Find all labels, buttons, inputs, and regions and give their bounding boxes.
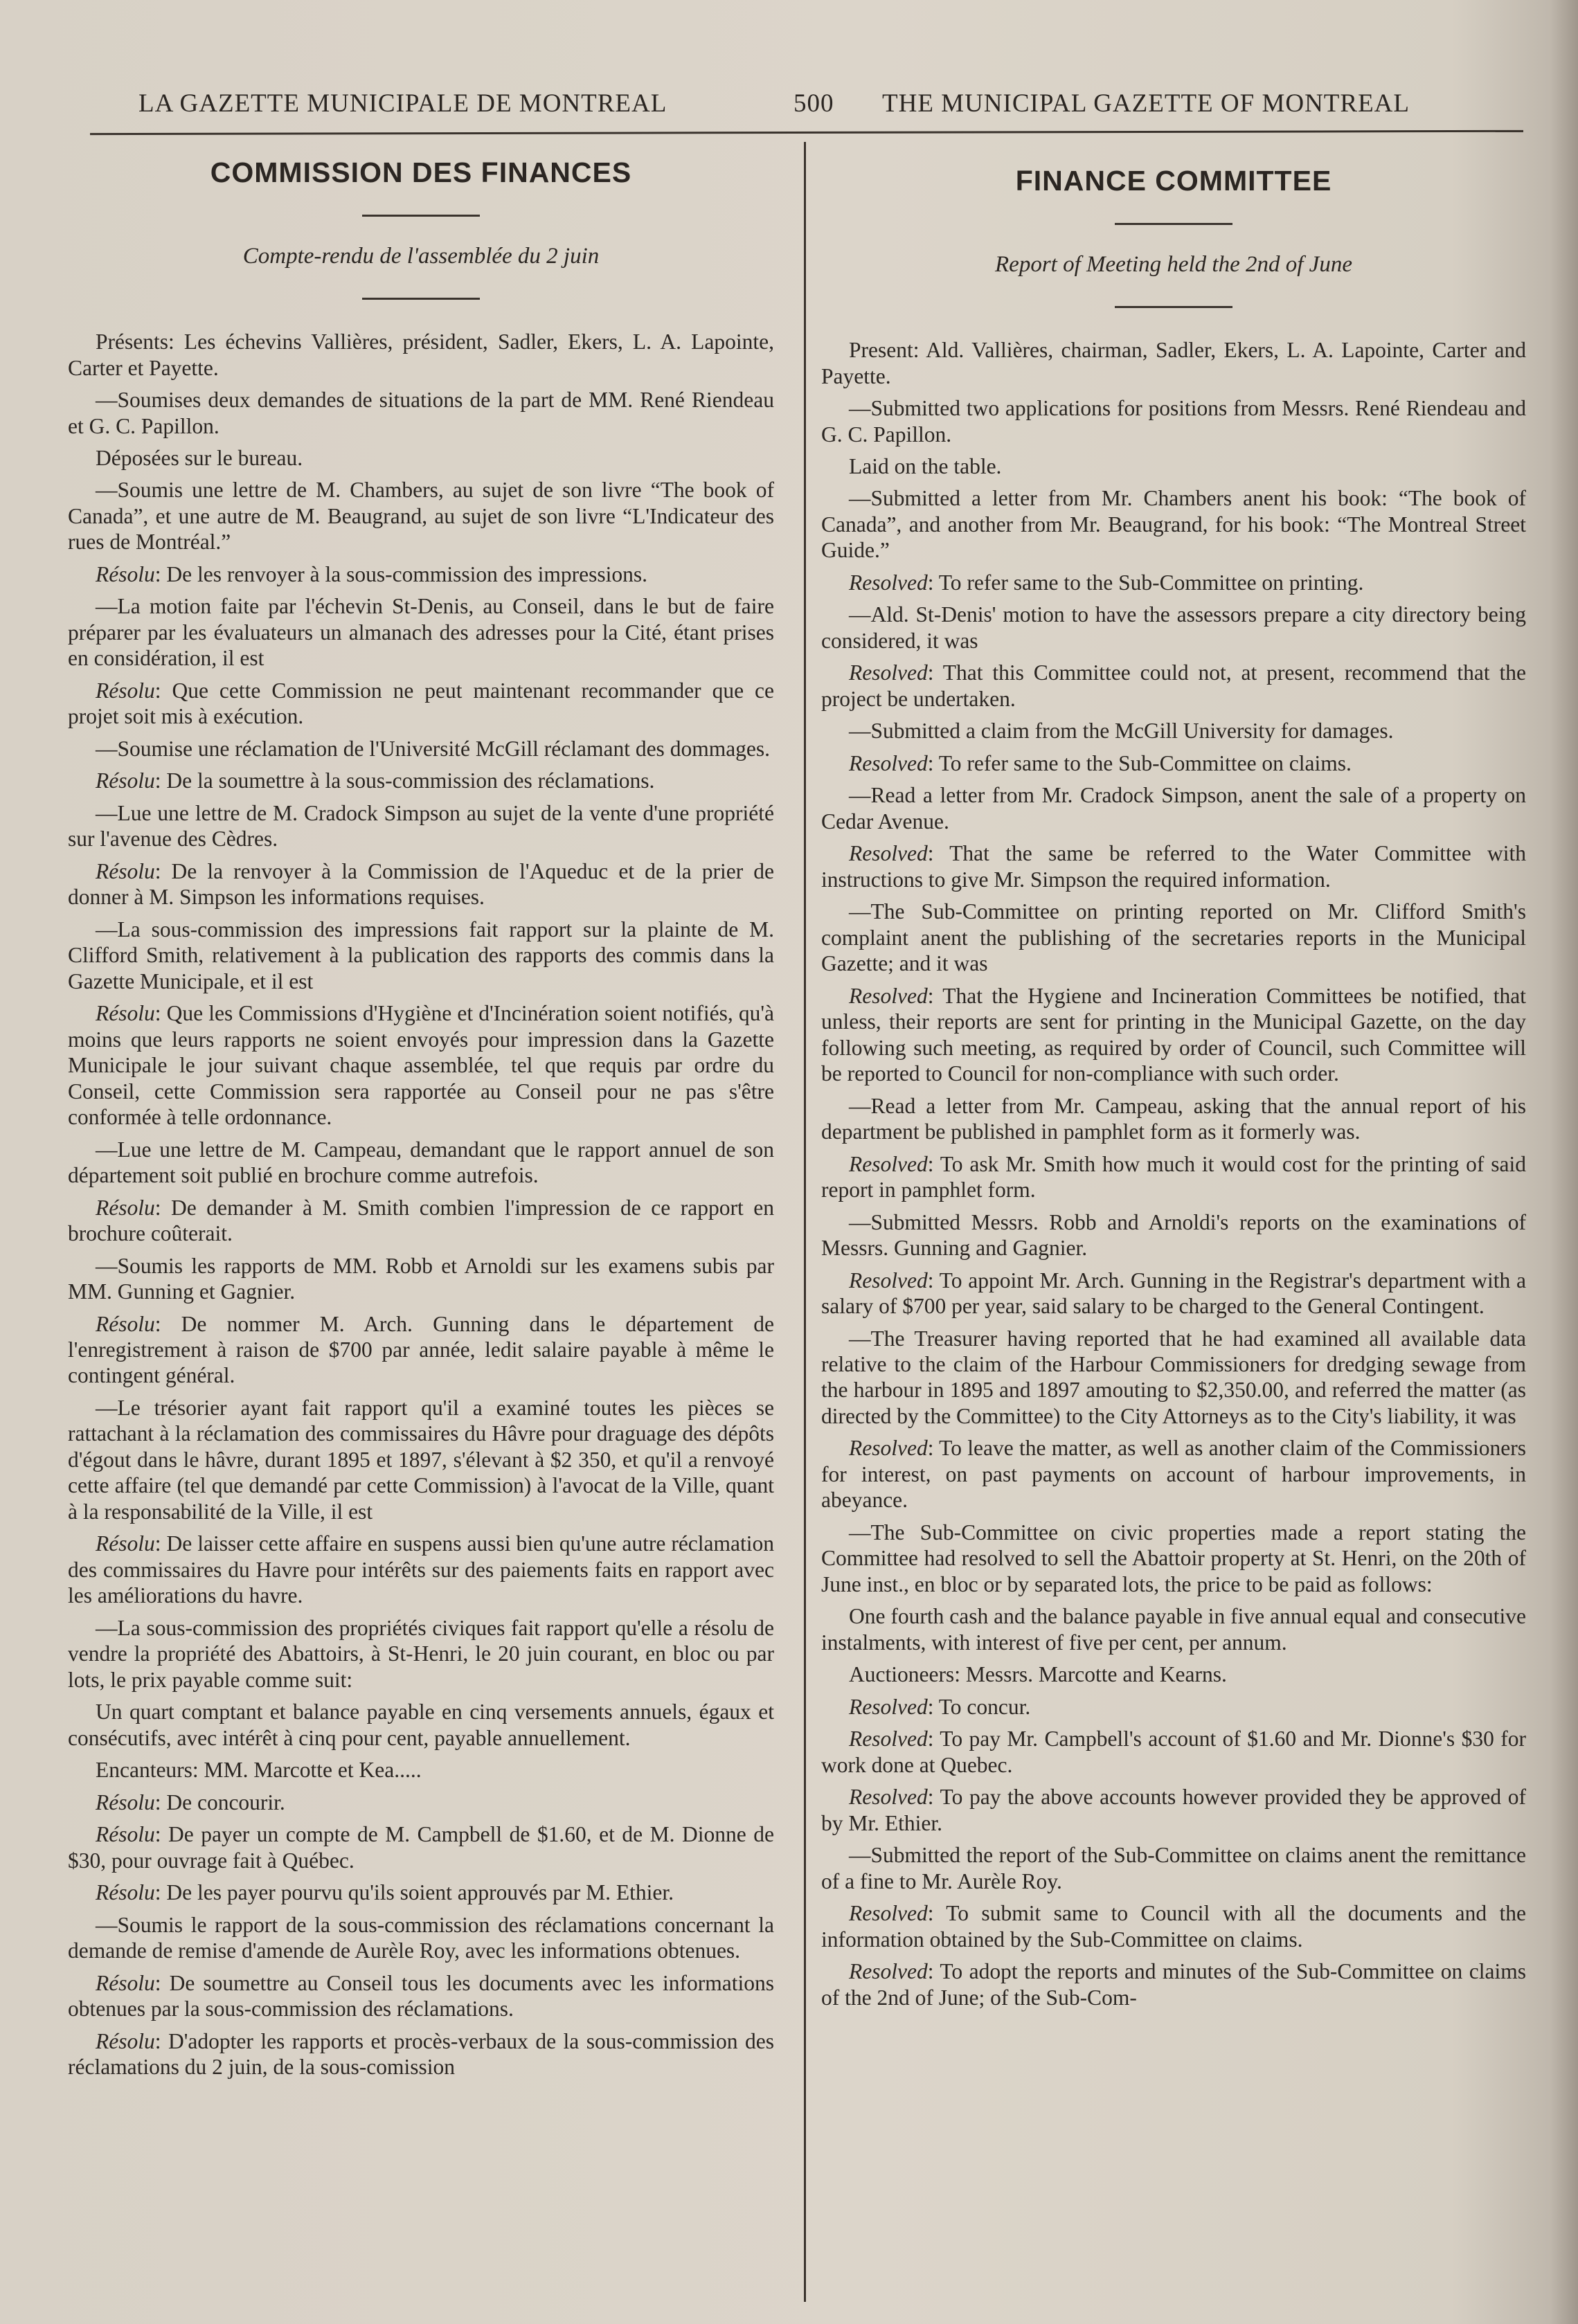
- paragraph: [68, 1880, 774, 1905]
- french-body: [68, 329, 774, 2080]
- paragraph: [68, 736, 774, 762]
- paragraph: [821, 840, 1526, 892]
- paragraph: [68, 1000, 774, 1130]
- resolution-lead: Resolved: [849, 1268, 928, 1292]
- paragraph-text: —Submitted Messrs. Robb and Arnoldi's reports on the examinations of Messrs. Gunning and Gagnier.: [821, 1209, 1526, 1261]
- paragraph: [821, 1958, 1526, 2010]
- paragraph: [68, 1311, 774, 1389]
- paragraph: [821, 337, 1526, 389]
- paragraph: [821, 1151, 1526, 1203]
- paragraph: [68, 1757, 774, 1783]
- header-english-title: THE MUNICIPAL GAZETTE OF MONTREAL: [882, 89, 1410, 118]
- paragraph-text: : That the Hygiene and Incineration Committees be notified, that unless, their reports are sent for printing in the Municipal Gazette, on the day following such meeting, as required by order of Council, such Committee will be reported to Council for non-compliance with such order.: [821, 983, 1526, 1086]
- paragraph-text: : Que cette Commission ne peut maintenant recommander que ce projet soit mis à exécution.: [68, 678, 774, 729]
- paragraph-text: : To submit same to Council with all the documents and the information obtained by the Sub-Committee on claims.: [821, 1901, 1526, 1952]
- paragraph-text: : De concourir.: [154, 1790, 285, 1814]
- paragraph: [68, 1137, 774, 1189]
- paragraph-text: —Soumis une lettre de M. Chambers, au sujet de son livre “The book of Canada”, et une autre de M. Beaugrand, au sujet de son livre “L'Indicateur des rues de Montréal.”: [68, 478, 774, 555]
- paragraph: [821, 750, 1526, 776]
- paragraph-text: : To pay Mr. Campbell's account of $1.60 and Mr. Dionne's $30 for work done at Quebec.: [821, 1727, 1526, 1777]
- paragraph-text: : De laisser cette affaire en suspens aussi bien qu'une autre réclamation des commissaires du Havre pour intérêts sur des paiements faits en rapport avec les améliorations du havre.: [68, 1531, 774, 1608]
- paragraph-text: —La sous-commission des propriétés civiques fait rapport qu'elle a résolu de vendre la propriété des Abattoirs, à St-Henri, le 20 juin courant, en bloc ou par lots, le prix payable comme suit:: [68, 1615, 774, 1692]
- resolution-lead: Resolved: [849, 750, 928, 775]
- paragraph-text: One fourth cash and the balance payable in five annual equal and consecutive instalments, with interest of five per cent, per annum.: [821, 1604, 1526, 1655]
- paragraph: [68, 678, 774, 730]
- paragraph-text: —Submitted the report of the Sub-Committee on claims anent the remittance of a fine to Mr. Aurèle Roy.: [821, 1843, 1526, 1893]
- resolution-lead: Résolu: [96, 1880, 155, 1905]
- paragraph-text: —La sous-commission des impressions fait rapport sur la plainte de M. Clifford Smith, relativement à la publication des rapports des commis dans la Gazette Municipale, et il est: [68, 917, 774, 993]
- paragraph: [821, 1784, 1526, 1836]
- paragraph-text: : To refer same to the Sub-Committee on claims.: [927, 750, 1352, 775]
- paragraph: [68, 1253, 774, 1305]
- paragraph-text: : De la soumettre à la sous-commission des réclamations.: [154, 768, 655, 793]
- resolution-lead: Resolved: [849, 660, 928, 685]
- paragraph-text: —Read a letter from Mr. Campeau, asking that the annual report of his department be published in pamphlet form as it formerly was.: [821, 1093, 1526, 1144]
- paragraph: [821, 782, 1526, 834]
- resolution-lead: Résolu: [96, 1822, 155, 1847]
- header-rule: [90, 130, 1523, 135]
- resolution-lead: Résolu: [96, 768, 155, 793]
- paragraph: [68, 800, 774, 852]
- paragraph: [68, 1395, 774, 1524]
- paragraph-text: —The Treasurer having reported that he had examined all available data relative to the claim of the Harbour Commissioners for dredging sewage from the harbour in 1895 and 1897 amouting to $2,350.00, and referred the matter (as directed by the Committee) to the City Attorneys as to the City's liability, it was: [821, 1326, 1526, 1428]
- paragraph: [821, 1268, 1526, 1319]
- paragraph: [821, 983, 1526, 1087]
- paragraph: [68, 768, 774, 793]
- paragraph: [68, 1615, 774, 1693]
- page-number: 500: [794, 89, 834, 118]
- column-divider: [804, 142, 806, 2302]
- resolution-lead: Resolved: [849, 1727, 928, 1751]
- paragraph-text: —Submitted a letter from Mr. Chambers anent his book: “The book of Canada”, and another from Mr. Beaugrand, for his book: “The Montreal Street Guide.”: [821, 486, 1526, 563]
- paragraph-text: : That this Committee could not, at present, recommend that the project be undertaken.: [821, 660, 1526, 711]
- french-column: [68, 149, 774, 2087]
- resolution-lead: Résolu: [96, 1970, 155, 1995]
- paragraph: [68, 387, 774, 439]
- paragraph-text: —Ald. St-Denis' motion to have the assessors prepare a city directory being considered, it was: [821, 602, 1526, 653]
- paragraph: [68, 858, 774, 910]
- paragraph: [68, 1821, 774, 1873]
- paragraph: [68, 1970, 774, 2022]
- resolution-lead: Résolu: [96, 561, 155, 586]
- paragraph: [821, 1435, 1526, 1513]
- header-french-title: LA GAZETTE MUNICIPALE DE MONTREAL: [138, 89, 667, 118]
- paragraph: [68, 1699, 774, 1751]
- paragraph: [821, 602, 1526, 654]
- paragraph-text: —Lue une lettre de M. Campeau, demandant que le rapport annuel de son département soit publié en brochure comme autrefois.: [68, 1137, 774, 1188]
- paragraph-text: Present: Ald. Vallières, chairman, Sadler, Ekers, L. A. Lapointe, Carter and Payette.: [821, 338, 1526, 388]
- paragraph-text: : To appoint Mr. Arch. Gunning in the Registrar's department with a salary of $700 per year, said salary to be charged to the General Contingent.: [821, 1268, 1526, 1319]
- paragraph-text: Auctioneers: Messrs. Marcotte and Kearns.: [849, 1662, 1227, 1687]
- paragraph-text: —Soumises deux demandes de situations de la part de MM. René Riendeau et G. C. Papillon.: [68, 388, 774, 438]
- paragraph: [68, 1912, 774, 1964]
- paragraph: [821, 1694, 1526, 1720]
- paragraph: [821, 395, 1526, 447]
- paragraph-text: : De demander à M. Smith combien l'impression de ce rapport en brochure coûterait.: [68, 1195, 774, 1246]
- paragraph-text: —The Sub-Committee on printing reported on Mr. Clifford Smith's complaint anent the publishing of the secretaries reports in the Municipal Gazette; and it was: [821, 899, 1526, 976]
- paragraph-text: —Submitted two applications for positions from Messrs. René Riendeau and G. C. Papillon.: [821, 396, 1526, 447]
- paragraph-text: —La motion faite par l'échevin St-Denis, au Conseil, dans le but de faire préparer par les évaluateurs un almanach des adresses pour la Cité, étant prises en considération, il est: [68, 594, 774, 671]
- resolution-lead: Résolu: [96, 858, 155, 883]
- paragraph-text: : Que les Commissions d'Hygiène et d'Incinération soient notifiés, qu'à moins que leurs rapports ne soient envoyés pour impression dans la Gazette Municipale le jour suivant chaque assemblée, tel que requis par ordre du Conseil, cette Commission sera rapportée au Conseil pour ne pas s'être conformée à telle ordonnance.: [68, 1001, 774, 1130]
- paragraph: [821, 485, 1526, 563]
- paragraph-text: —Soumis les rapports de MM. Robb et Arnoldi sur les examens subis par MM. Gunning et Gagnier.: [68, 1253, 774, 1304]
- paragraph-text: Déposées sur le bureau.: [96, 445, 303, 470]
- paragraph: [821, 570, 1526, 595]
- running-header: [138, 89, 1496, 130]
- paragraph: [821, 1603, 1526, 1655]
- english-subtitle-rule: [1115, 306, 1232, 308]
- resolution-lead: Résolu: [96, 1001, 155, 1026]
- paragraph-text: Présents: Les échevins Vallières, président, Sadler, Ekers, L. A. Lapointe, Carter et Payette.: [68, 330, 774, 380]
- page-edge-shadow: [1550, 0, 1578, 2324]
- paragraph-text: : De les payer pourvu qu'ils soient approuvés par M. Ethier.: [154, 1880, 674, 1905]
- paragraph: [821, 1520, 1526, 1597]
- resolution-lead: Résolu: [96, 2028, 155, 2053]
- paragraph-text: —The Sub-Committee on civic properties made a report stating the Committee had resolved to sell the Abattoir property at St. Henri, on the 20th of June inst., en bloc or by separated lots, the price to be paid as follows:: [821, 1520, 1526, 1596]
- paragraph-text: —Submitted a claim from the McGill University for damages.: [849, 719, 1394, 744]
- paragraph-text: : To leave the matter, as well as another claim of the Commissioners for interest, on past payments on account of harbour improvements, in abeyance.: [821, 1436, 1526, 1513]
- paragraph: [821, 1842, 1526, 1894]
- paragraph-text: : To adopt the reports and minutes of the Sub-Committee on claims of the 2nd of June; of the Sub-Com-: [821, 1959, 1526, 2010]
- paragraph: [68, 1531, 774, 1608]
- english-title-rule: [1115, 223, 1232, 225]
- paragraph-text: —Read a letter from Mr. Cradock Simpson, anent the sale of a property on Cedar Avenue.: [821, 783, 1526, 834]
- resolution-lead: Resolved: [849, 1436, 928, 1461]
- paragraph-text: —Soumis le rapport de la sous-commission des réclamations concernant la demande de remise d'amende de Aurèle Roy, avec les informations obtenues.: [68, 1912, 774, 1963]
- resolution-lead: Résolu: [96, 1195, 155, 1220]
- resolution-lead: Résolu: [96, 1790, 155, 1814]
- paragraph: [68, 477, 774, 555]
- paragraph-text: Laid on the table.: [849, 453, 1002, 478]
- paragraph: [821, 899, 1526, 976]
- english-subtitle: Report of Meeting held the 2nd of June: [995, 251, 1352, 277]
- french-title-rule: [362, 215, 480, 217]
- resolution-lead: Résolu: [96, 678, 155, 703]
- paragraph-text: Un quart comptant et balance payable en cinq versements annuels, égaux et consécutifs, avec intérêt à cinq pour cent, payable annuellement.: [68, 1700, 774, 1750]
- french-section-title: COMMISSION DES FINANCES: [210, 156, 632, 188]
- paragraph: [68, 1195, 774, 1247]
- paragraph: [821, 1900, 1526, 1952]
- resolution-lead: Résolu: [96, 1531, 155, 1556]
- resolution-lead: Résolu: [96, 1311, 155, 1336]
- paragraph: [821, 1093, 1526, 1145]
- paragraph: [68, 593, 774, 671]
- paragraph: [68, 329, 774, 381]
- resolution-lead: Resolved: [849, 1785, 928, 1810]
- paragraph: [68, 917, 774, 994]
- paragraph-text: —Soumise une réclamation de l'Université McGill réclamant des dommages.: [96, 736, 771, 761]
- paragraph-text: : De soumettre au Conseil tous les documents avec les informations obtenues par la sous-commission des réclamations.: [68, 1970, 774, 2021]
- resolution-lead: Resolved: [849, 1901, 928, 1926]
- paragraph-text: —Lue une lettre de M. Cradock Simpson au sujet de la vente d'une propriété sur l'avenue des Cèdres.: [68, 800, 774, 852]
- paragraph-text: : De les renvoyer à la sous-commission des impressions.: [154, 561, 647, 586]
- paragraph: [821, 718, 1526, 744]
- paragraph: [68, 1790, 774, 1815]
- paragraph-text: —Le trésorier ayant fait rapport qu'il a examiné toutes les pièces se rattachant à la réclamation des commissaires du Hâvre pour draguage des dépôts d'égout dans le hâvre, durant 1895 et 1897, s'élevant à $2 350, et qu'il a renvoyé cette affaire (tel que demandé par cette Commission) à l'avocat de la Ville, quant à la responsabilité de la Ville, il est: [68, 1395, 774, 1524]
- resolution-lead: Resolved: [849, 1959, 928, 1984]
- paragraph-text: : De la renvoyer à la Commission de l'Aqueduc et de la prier de donner à M. Simpson les informations requises.: [68, 858, 774, 910]
- resolution-lead: Resolved: [849, 1151, 928, 1176]
- english-section-title: FINANCE COMMITTEE: [1015, 165, 1332, 197]
- paragraph: [821, 1661, 1526, 1687]
- paragraph-text: : D'adopter les rapports et procès-verbaux de la sous-commission des réclamations du 2 juin, de la sous-comission: [68, 2028, 774, 2080]
- paragraph-text: : To concur.: [927, 1694, 1031, 1719]
- english-body: [821, 337, 1526, 2010]
- paragraph-text: : To pay the above accounts however provided they be approved of by Mr. Ethier.: [821, 1785, 1526, 1835]
- paragraph-text: Encanteurs: MM. Marcotte et Kea.....: [96, 1758, 422, 1783]
- paragraph: [821, 660, 1526, 712]
- paragraph-text: : That the same be referred to the Water Committee with instructions to give Mr. Simpson the required information.: [821, 841, 1526, 892]
- paragraph-text: : To ask Mr. Smith how much it would cost for the printing of said report in pamphlet form.: [821, 1151, 1526, 1202]
- paragraph: [821, 1326, 1526, 1430]
- french-subtitle: Compte-rendu de l'assemblée du 2 juin: [242, 243, 600, 269]
- resolution-lead: Resolved: [849, 841, 928, 866]
- paragraph: [821, 1726, 1526, 1778]
- paragraph: [68, 561, 774, 587]
- french-subtitle-rule: [362, 298, 480, 300]
- paragraph-text: : De nommer M. Arch. Gunning dans le département de l'enregistrement à raison de $700 par année, ledit salaire payable à même le contingent général.: [68, 1311, 774, 1388]
- english-column: [821, 149, 1526, 2017]
- resolution-lead: Resolved: [849, 983, 928, 1008]
- paragraph: [68, 445, 774, 471]
- resolution-lead: Resolved: [849, 1694, 928, 1719]
- resolution-lead: Resolved: [849, 570, 928, 595]
- paragraph: [821, 453, 1526, 479]
- paragraph: [68, 2028, 774, 2080]
- paragraph-text: : To refer same to the Sub-Committee on printing.: [927, 570, 1364, 595]
- paragraph-text: : De payer un compte de M. Campbell de $1.60, et de M. Dionne de $30, pour ouvrage fait à Québec.: [68, 1822, 774, 1873]
- paragraph: [821, 1209, 1526, 1261]
